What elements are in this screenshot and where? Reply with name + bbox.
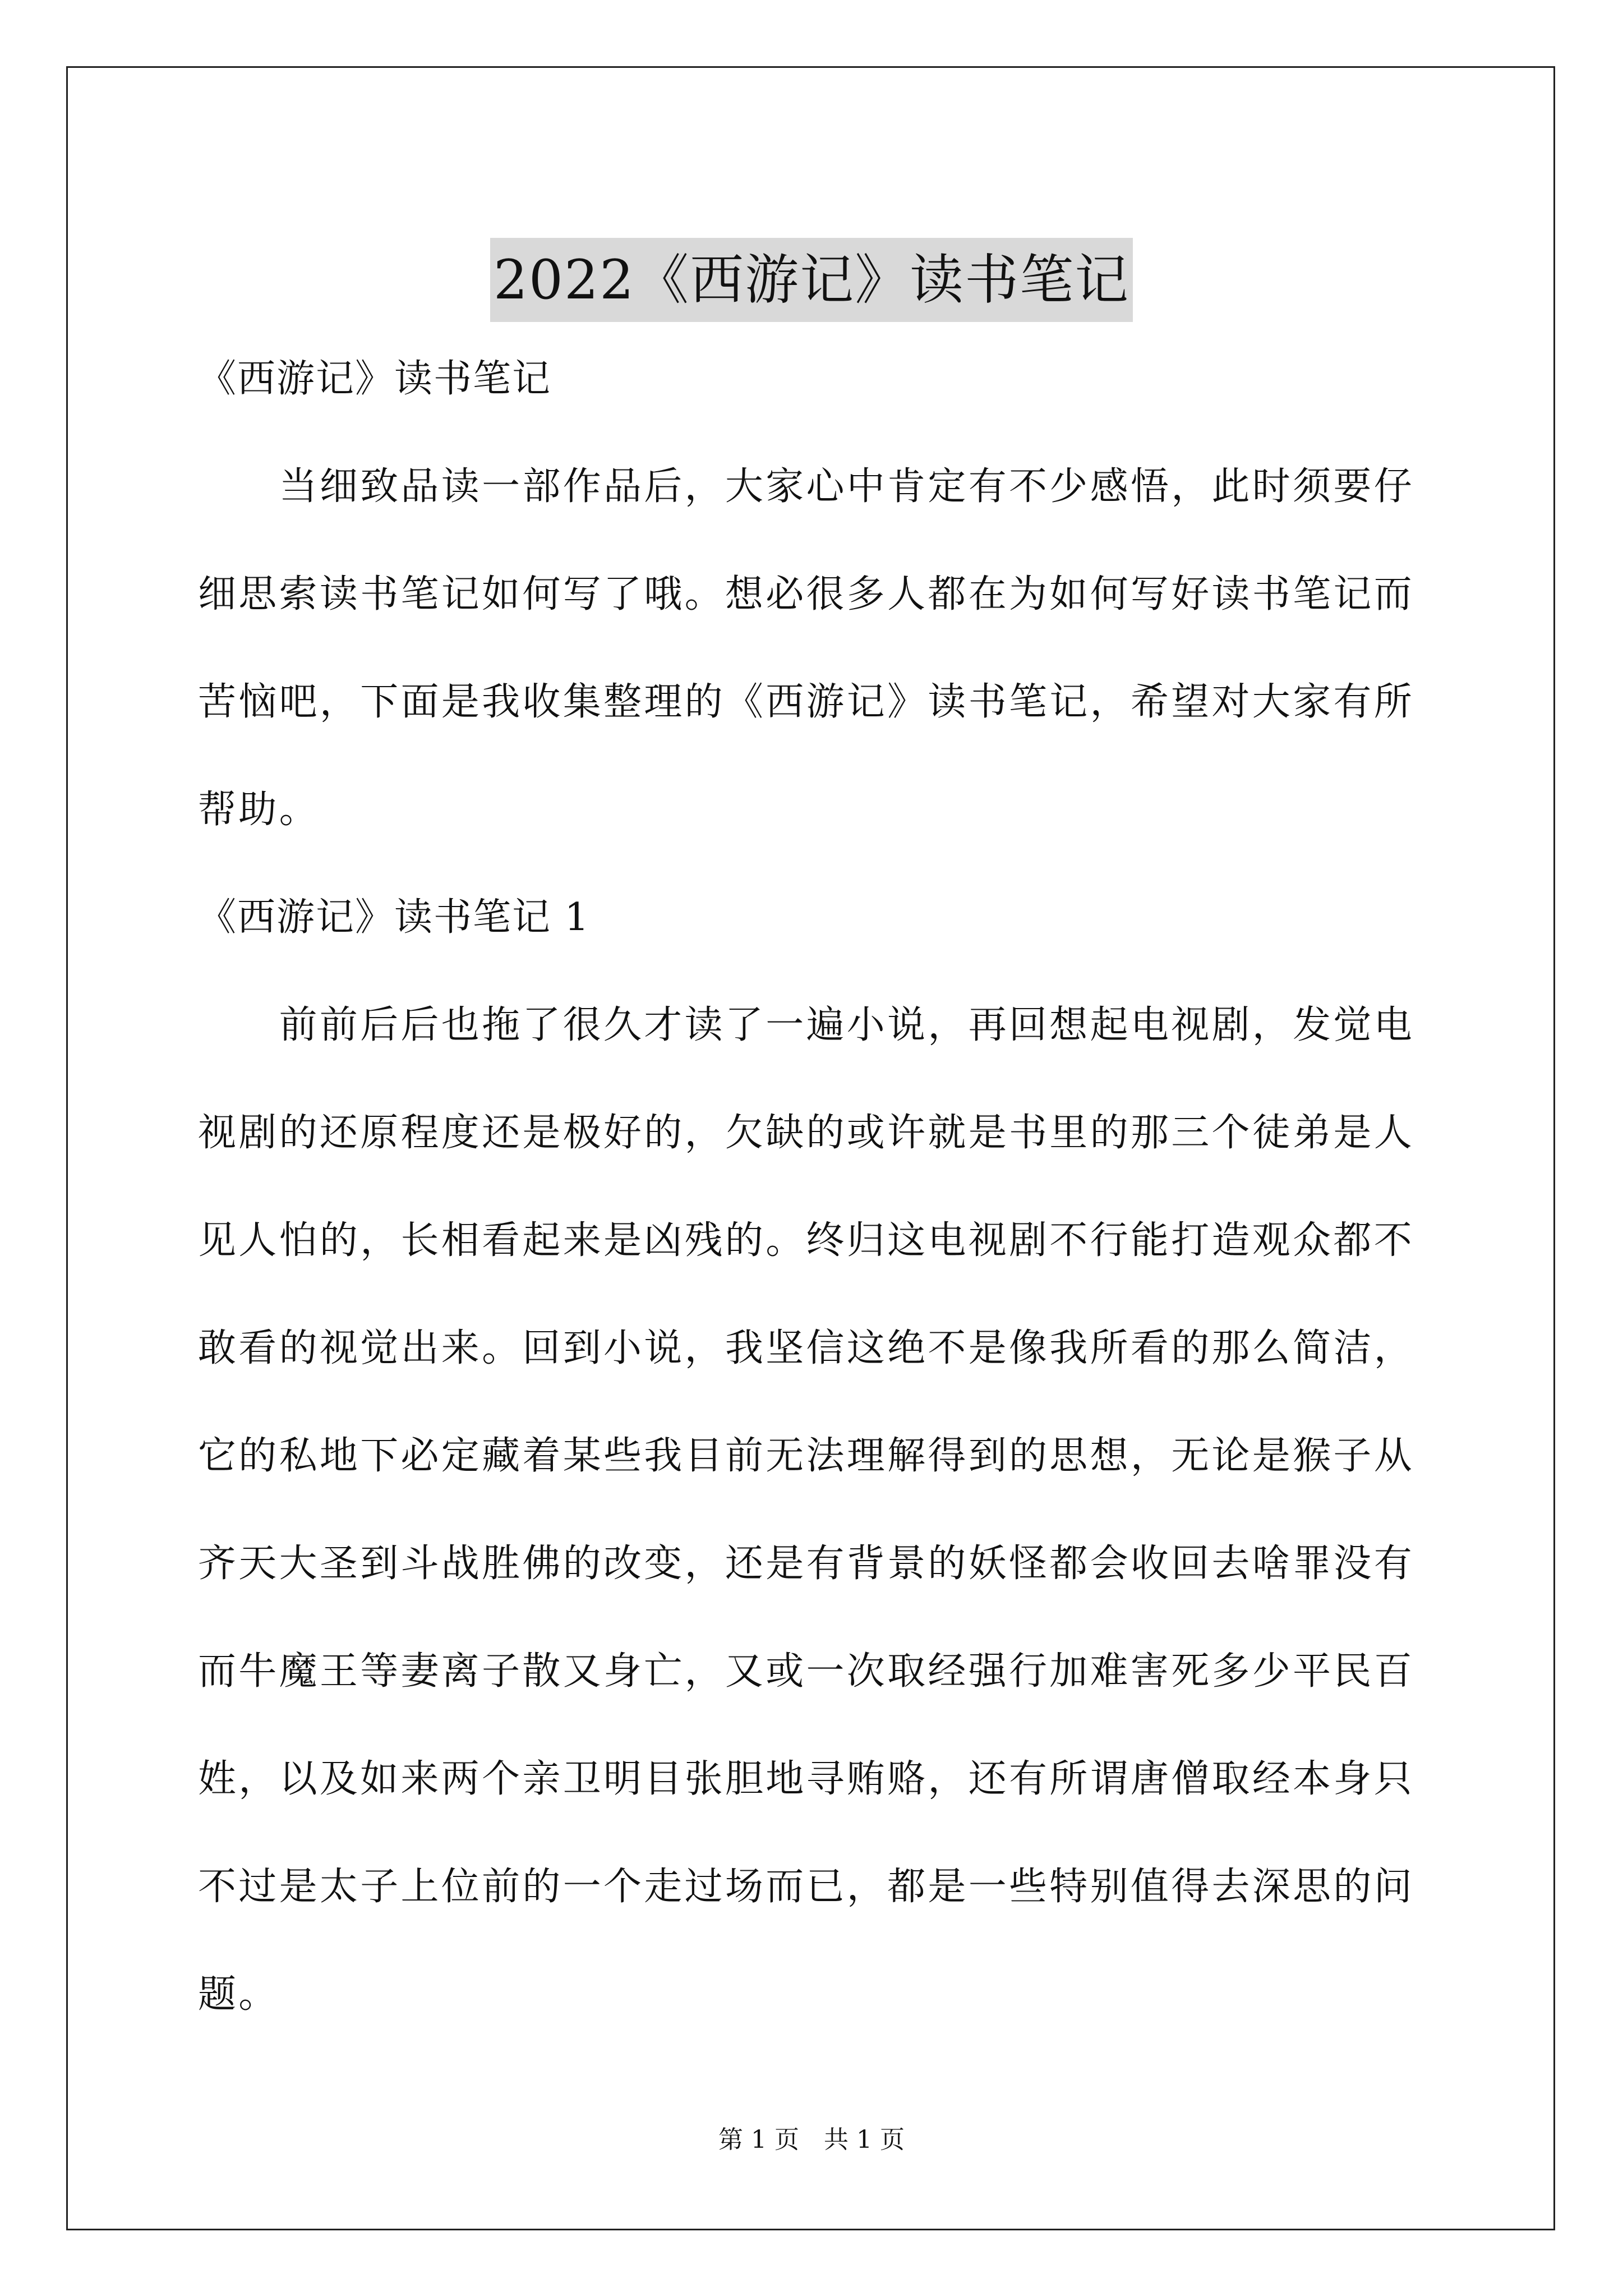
body-line-9: 不过是太子上位前的一个走过场而已，都是一些特别值得去深思的问: [198, 1865, 1415, 1909]
body-line-6: 齐天大圣到斗战胜佛的改变，还是有背景的妖怪都会收回去啥罪没有: [198, 1542, 1415, 1586]
document-title: 2022《西游记》读书笔记: [490, 238, 1133, 322]
body-line-4: 敢看的视觉出来。回到小说，我坚信这绝不是像我所看的那么简洁，: [198, 1326, 1415, 1370]
body-line-1: 前前后后也拖了很久才读了一遍小说，再回想起电视剧，发觉电: [198, 1003, 1415, 1047]
body-line-8: 姓，以及如来两个亲卫明目张胆地寻贿赂，还有所谓唐僧取经本身只: [198, 1757, 1415, 1801]
intro-line-4: 帮助。: [198, 788, 320, 832]
intro-line-2: 细思索读书笔记如何写了哦。想必很多人都在为如何写好读书笔记而: [198, 572, 1415, 616]
page-footer: 第 1 页 共 1 页: [718, 2125, 905, 2154]
body-line-5: 它的私地下必定藏着某些我目前无法理解得到的思想，无论是猴子从: [198, 1434, 1415, 1478]
body-line-3: 见人怕的，长相看起来是凶残的。终归这电视剧不行能打造观众都不: [198, 1218, 1415, 1263]
section-heading: 《西游记》读书笔记 1: [198, 895, 590, 940]
body-line-10: 题。: [198, 1972, 279, 2017]
intro-line-3: 苦恼吧，下面是我收集整理的《西游记》读书笔记，希望对大家有所: [198, 680, 1415, 724]
body-line-2: 视剧的还原程度还是极好的，欠缺的或许就是书里的那三个徒弟是人: [198, 1111, 1415, 1155]
body-line-7: 而牛魔王等妻离子散又身亡，又或一次取经强行加难害死多少平民百: [198, 1649, 1415, 1694]
intro-line-1: 当细致品读一部作品后，大家心中肯定有不少感悟，此时须要仔: [198, 464, 1415, 509]
title-container: [0, 202, 1623, 358]
subtitle: 《西游记》读书笔记: [198, 357, 552, 401]
